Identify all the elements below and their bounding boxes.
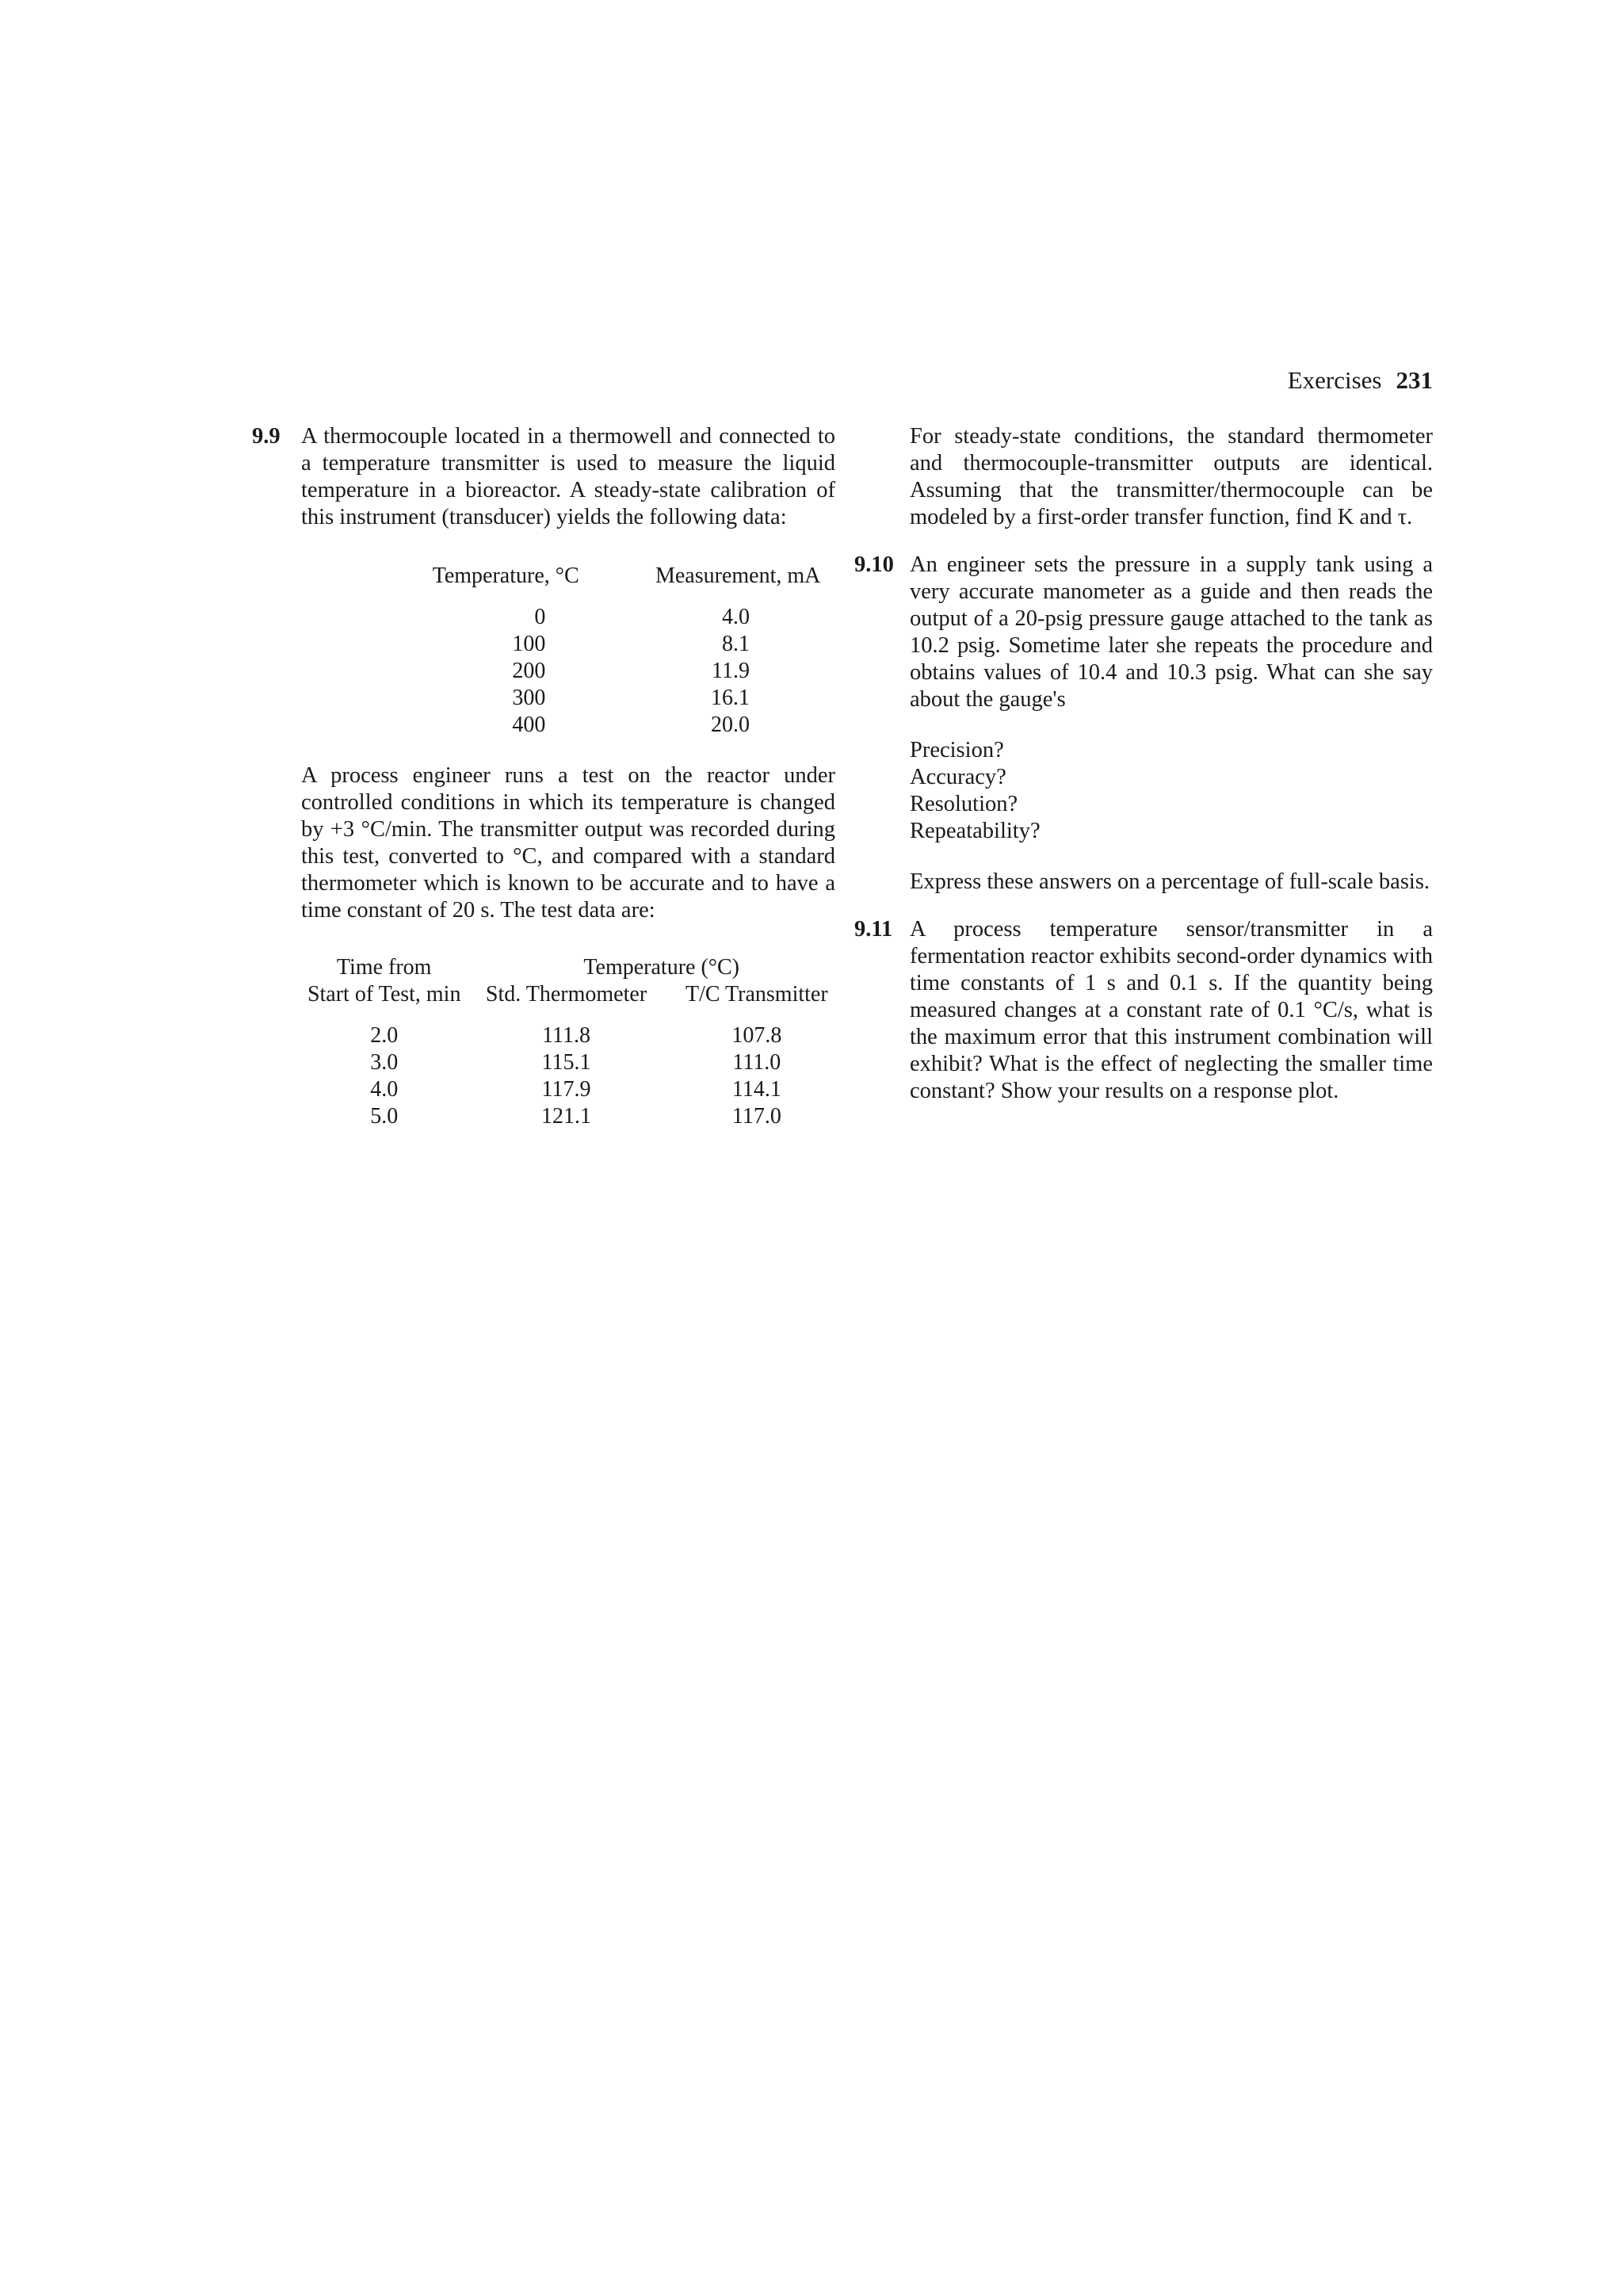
table-cell: 200 bbox=[512, 659, 546, 683]
exercise-9-11 bbox=[854, 916, 1433, 1105]
exercise-body: A process engineer runs a test on the reactor under controlled conditions in which its temperature is changed by +3 °C/min. The transmitter output was recorded during this test, converted to °C, and compared with a standard thermometer which is known to be accurate and to have a time constant of 20 s. The test data are: bbox=[301, 763, 835, 923]
table-row bbox=[371, 658, 835, 685]
exercise-9-10 bbox=[854, 552, 1433, 896]
table-header-row bbox=[371, 563, 835, 604]
table-row bbox=[297, 1076, 852, 1103]
table-cell: 100 bbox=[512, 632, 546, 656]
header-section-title: Exercises bbox=[1287, 366, 1382, 394]
table-cell: 3.0 bbox=[370, 1050, 399, 1075]
list-item: Resolution? bbox=[910, 792, 1018, 816]
table-cell: 2.0 bbox=[370, 1023, 399, 1048]
left-column bbox=[252, 423, 835, 1130]
exercise-continuation: For steady-state conditions, the standard thermometer and thermocouple-transmitter outputs are identical. Assuming that the transmitter/thermocouple can be modeled by a first-order transfer function, find K and τ. bbox=[910, 424, 1433, 529]
calibration-table bbox=[371, 563, 835, 739]
table-cell: 20.0 bbox=[711, 712, 750, 737]
exercise-number: 9.11 bbox=[854, 917, 893, 942]
table-cell: 4.0 bbox=[370, 1077, 399, 1102]
exercise-9-9 bbox=[252, 423, 835, 1130]
list-item: Accuracy? bbox=[910, 765, 1006, 789]
table-row bbox=[371, 685, 835, 712]
list-item: Precision? bbox=[910, 738, 1004, 762]
table-header-row bbox=[297, 981, 852, 1008]
table-row bbox=[297, 1049, 852, 1076]
page-number: 231 bbox=[1396, 366, 1433, 394]
exercise-text: A process temperature sensor/transmitter in a fermentation reactor exhibits second-order dynamics with time constants of 1 s and 0.1 s. If the quantity being measured changes at a constant rate of 0.1 °C/s, what is the maximum error that this instrument combination will exhibit? What is the effect of neglecting the smaller time constant? Show your results on a response plot. bbox=[910, 917, 1433, 1103]
list-item: Repeatability? bbox=[910, 819, 1041, 843]
exercise-closing: Express these answers on a percentage of full-scale basis. bbox=[910, 869, 1430, 894]
table-cell: 107.8 bbox=[731, 1023, 782, 1048]
exercise-9-9-continuation bbox=[854, 423, 1433, 531]
table-header-row bbox=[297, 954, 852, 981]
table-row bbox=[371, 712, 835, 739]
right-column bbox=[854, 423, 1433, 1105]
table-cell: 5.0 bbox=[370, 1104, 399, 1129]
table-cell: 117.9 bbox=[541, 1077, 591, 1102]
table-cell: 114.1 bbox=[731, 1077, 781, 1102]
column-header: Temperature, °C bbox=[432, 563, 579, 588]
table-cell: 4.0 bbox=[722, 605, 750, 629]
table-cell: 121.1 bbox=[541, 1104, 592, 1129]
table-cell: 11.9 bbox=[712, 659, 750, 683]
column-header: T/C Transmitter bbox=[685, 982, 828, 1007]
column-header: Start of Test, min bbox=[307, 982, 461, 1007]
exercise-text: An engineer sets the pressure in a supply tank using a very accurate manometer as a guide and then reads the output of a 20-psig pressure gauge attached to the tank as 10.2 psig. Sometime later she repeats the procedure and obtains values of 10.4 and 10.3 psig. What can she say about the gauge's bbox=[910, 552, 1433, 712]
table-cell: 400 bbox=[512, 712, 546, 737]
table-cell: 111.8 bbox=[542, 1023, 590, 1048]
column-header: Std. Thermometer bbox=[485, 982, 647, 1007]
table-cell: 115.1 bbox=[541, 1050, 591, 1075]
column-header: Time from bbox=[336, 955, 432, 980]
test-data-table bbox=[297, 954, 852, 1130]
exercise-number: 9.9 bbox=[252, 424, 281, 449]
question-list bbox=[910, 737, 1433, 845]
table-row bbox=[371, 631, 835, 658]
table-row bbox=[297, 1022, 852, 1049]
table-cell: 117.0 bbox=[731, 1104, 781, 1129]
exercise-intro: A thermocouple located in a thermowell and connected to a temperature transmitter is used to measure the liquid temperature in a bioreactor. A steady-state calibration of this instrument (transducer) yields the following data: bbox=[301, 424, 835, 529]
table-cell: 300 bbox=[512, 686, 546, 710]
group-header: Temperature (°C) bbox=[583, 955, 739, 980]
running-header bbox=[1266, 366, 1433, 395]
table-cell: 0 bbox=[534, 605, 546, 629]
table-cell: 16.1 bbox=[711, 686, 750, 710]
table-row bbox=[371, 604, 835, 631]
exercise-number: 9.10 bbox=[854, 552, 894, 577]
table-cell: 8.1 bbox=[722, 632, 750, 656]
column-header: Measurement, mA bbox=[655, 563, 821, 588]
table-row bbox=[297, 1103, 852, 1130]
table-cell: 111.0 bbox=[732, 1050, 781, 1075]
